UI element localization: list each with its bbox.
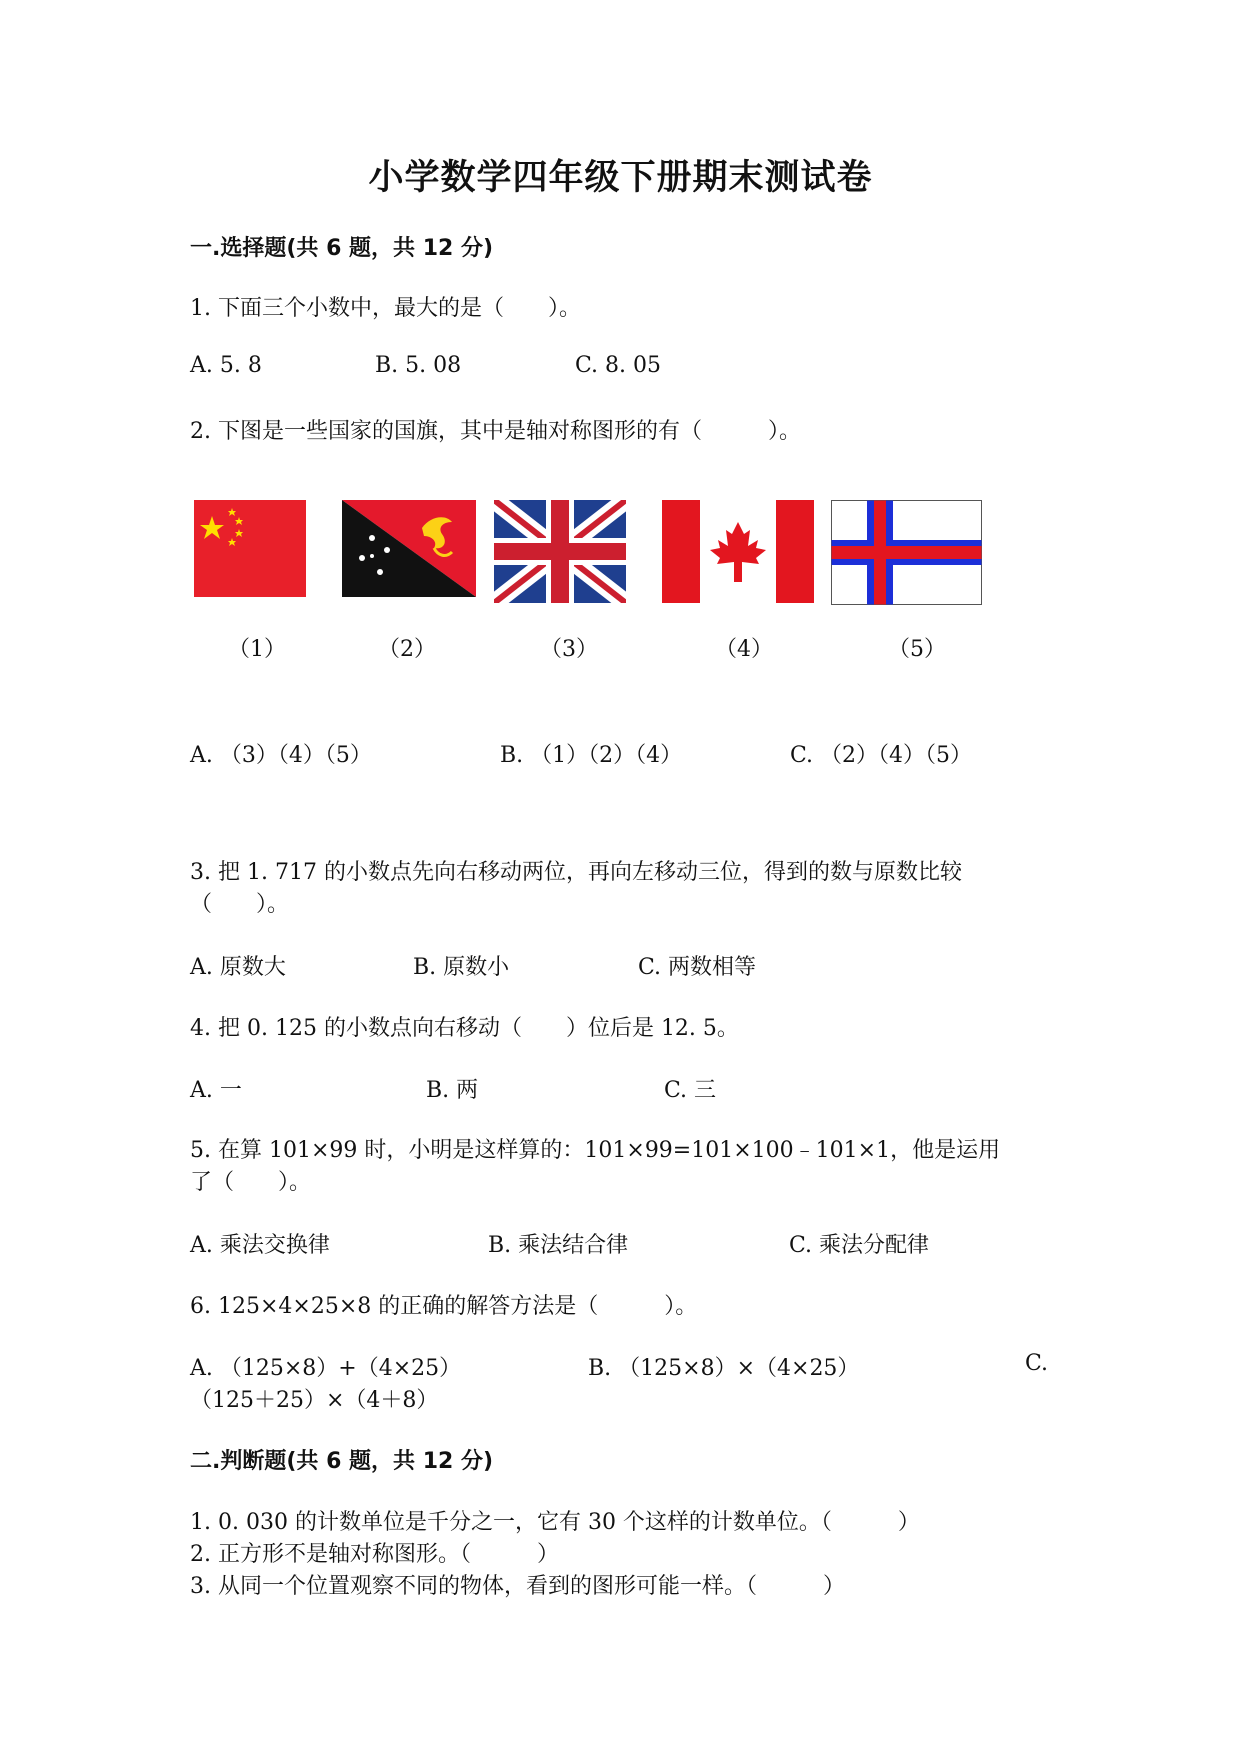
flag-united-kingdom-image [494, 500, 626, 609]
question-1-option-b: B. 5. 08 [375, 353, 462, 378]
question-2-option-c: C. （2）（4）（5） [790, 743, 973, 768]
question-6-option-a: A. （125×8）+（4×25） [190, 1356, 462, 1381]
question-2-option-b: B. （1）（2）（4） [500, 743, 683, 768]
question-4-option-b: B. 两 [426, 1078, 479, 1103]
section-heading-choice: 一.选择题(共 6 题，共 12 分) [190, 236, 494, 261]
question-3-option-c: C. 两数相等 [638, 955, 757, 980]
question-4-option-c: C. 三 [664, 1078, 717, 1103]
flag-label-1: （1） [228, 637, 286, 662]
flag-faroe-islands-image [831, 500, 982, 609]
question-5-option-a: A. 乘法交换律 [190, 1233, 330, 1258]
question-4-text: 4. 把 0. 125 的小数点向右移动（ ）位后是 12. 5。 [190, 1016, 739, 1041]
question-1-option-a: A. 5. 8 [190, 353, 262, 378]
flag-label-2: （2） [378, 637, 436, 662]
question-5-option-c: C. 乘法分配律 [789, 1233, 930, 1258]
question-6-option-c-text: （125＋25）×（4＋8） [190, 1388, 439, 1413]
question-3-option-a: A. 原数大 [190, 955, 286, 980]
question-5-text-line-1: 5. 在算 101×99 时，小明是这样算的：101×99=101×100﹣101×1，他是运用 [190, 1138, 1001, 1163]
question-6-text: 6. 125×4×25×8 的正确的解答方法是（ ）。 [190, 1294, 698, 1319]
judgement-question-1: 1. 0. 030 的计数单位是千分之一，它有 30 个这样的计数单位。（ ） [190, 1510, 920, 1535]
judgement-question-2: 2. 正方形不是轴对称图形。（ ） [190, 1542, 559, 1567]
flag-label-5: （5） [888, 637, 946, 662]
flag-label-3: （3） [540, 637, 598, 662]
question-1-text: 1. 下面三个小数中，最大的是（ ）。 [190, 296, 581, 321]
question-4-option-a: A. 一 [190, 1078, 242, 1103]
flag-canada-image [662, 500, 814, 609]
question-5-option-b: B. 乘法结合律 [488, 1233, 629, 1258]
flag-label-4: （4） [715, 637, 773, 662]
flag-china-image [194, 500, 306, 609]
judgement-question-3: 3. 从同一个位置观察不同的物体，看到的图形可能一样。（ ） [190, 1574, 845, 1599]
question-6-option-b: B. （125×8）×（4×25） [588, 1356, 860, 1381]
question-3-text-line-1: 3. 把 1. 717 的小数点先向右移动两位，再向左移动三位，得到的数与原数比较 [190, 860, 962, 885]
question-5-text-line-2: 了（ ）。 [190, 1170, 312, 1195]
question-3-text-line-2: （ ）。 [190, 892, 290, 917]
section-heading-judgement: 二.判断题(共 6 题，共 12 分) [190, 1449, 494, 1474]
question-2-option-a: A. （3）（4）（5） [190, 743, 372, 768]
flag-papua-new-guinea-image [342, 500, 476, 609]
question-2-text: 2. 下图是一些国家的国旗，其中是轴对称图形的有（ ）。 [190, 419, 801, 444]
question-3-option-b: B. 原数小 [413, 955, 510, 980]
question-6-option-c-label: C. [1025, 1351, 1049, 1376]
page-title: 小学数学四年级下册期末测试卷 [368, 158, 873, 198]
question-1-option-c: C. 8. 05 [575, 353, 662, 378]
